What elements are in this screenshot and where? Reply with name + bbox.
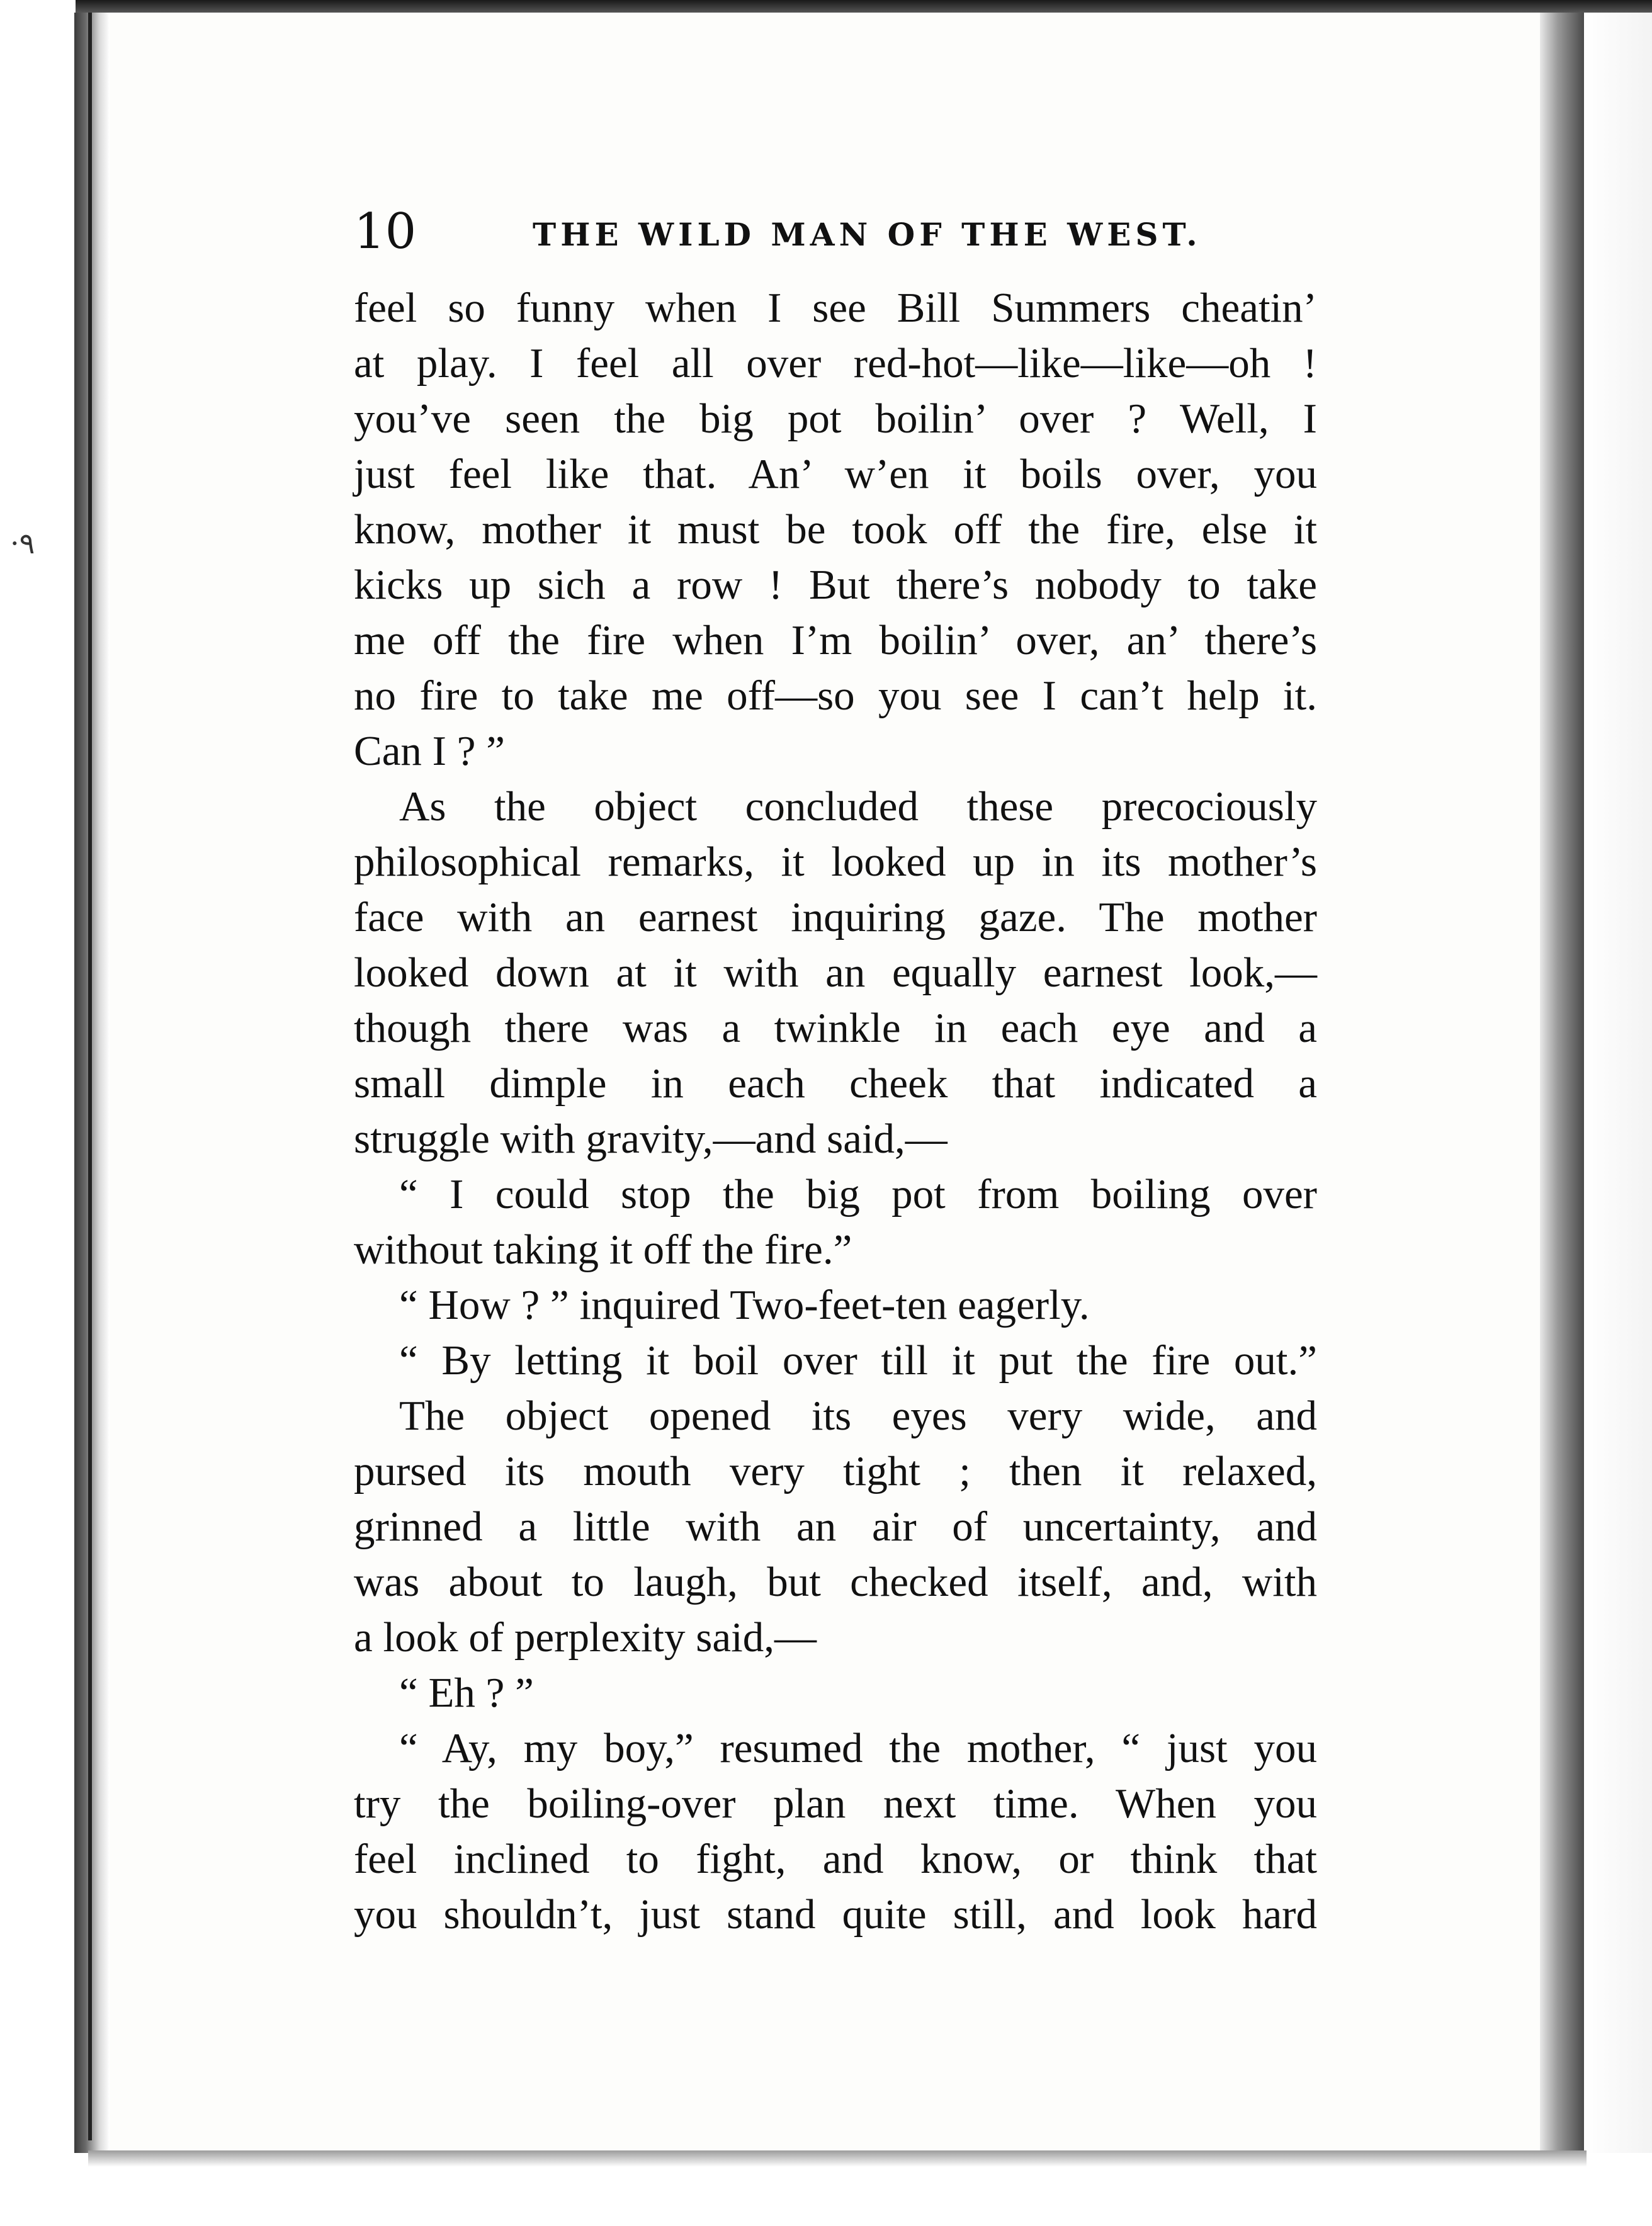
text-line: try the boiling-over plan next time. When you (354, 1780, 1317, 1827)
page-number: 10 (354, 203, 417, 260)
text-line: face with an earnest inquiring gaze. The mother (354, 894, 1317, 941)
text-line: you’ve seen the big pot boilin’ over ? Well, I (354, 395, 1317, 442)
text-line: no fire to take me off—so you see I can’t help it. (354, 672, 1317, 719)
text-line: just feel like that. An’ w’en it boils over, you (354, 451, 1317, 497)
margin-mark: ·٩ (10, 526, 35, 560)
text-line: “ Ay, my boy,” resumed the mother, “ just you (399, 1725, 1317, 1771)
text-line: feel so funny when I see Bill Summers cheatin’ (354, 285, 1317, 331)
text-line: “ By letting it boil over till it put the fire out.” (399, 1337, 1317, 1384)
book-top-edge (76, 0, 1652, 13)
text-line: Can I ? ” (354, 728, 505, 774)
text-line: a look of perplexity said,— (354, 1614, 817, 1661)
text-line: feel inclined to fight, and know, or think that (354, 1836, 1317, 1882)
text-line: struggle with gravity,—and said,— (354, 1116, 948, 1162)
text-line: know, mother it must be took off the fire, else it (354, 506, 1317, 553)
book-gutter (1540, 13, 1584, 2153)
text-line: you shouldn’t, just stand quite still, and look hard (354, 1891, 1317, 1938)
text-line: though there was a twinkle in each eye and a (354, 1005, 1317, 1051)
facing-page-edge (1584, 13, 1652, 2153)
text-line: me off the fire when I’m boilin’ over, an’ there’s (354, 617, 1317, 664)
running-title: THE WILD MAN OF THE WEST. (533, 216, 1202, 253)
text-line: looked down at it with an equally earnest look,— (354, 949, 1317, 996)
page-bottom-shadow (88, 2150, 1587, 2167)
text-line: small dimple in each cheek that indicated a (354, 1060, 1317, 1107)
page-edge-line (88, 13, 92, 2140)
text-line: was about to laugh, but checked itself, and, with (354, 1559, 1317, 1605)
text-line: kicks up sich a row ! But there’s nobody to take (354, 562, 1317, 608)
text-line: “ How ? ” inquired Two-feet-ten eagerly. (399, 1282, 1090, 1328)
text-line: As the object concluded these precociously (399, 783, 1317, 830)
book-spine-edge (74, 13, 110, 2153)
text-line: pursed its mouth very tight ; then it relaxed, (354, 1448, 1317, 1494)
body-text (354, 280, 1317, 1942)
text-line: The object opened its eyes very wide, and (399, 1393, 1317, 1439)
text-line: without taking it off the fire.” (354, 1226, 852, 1273)
text-line: grinned a little with an air of uncertainty, and (354, 1503, 1317, 1550)
text-line: philosophical remarks, it looked up in its mother’s (354, 839, 1317, 885)
running-head (354, 200, 1317, 263)
text-line: “ Eh ? ” (399, 1670, 534, 1716)
text-line: “ I could stop the big pot from boiling over (399, 1171, 1317, 1218)
text-line: at play. I feel all over red-hot—like—like—oh ! (354, 340, 1317, 387)
